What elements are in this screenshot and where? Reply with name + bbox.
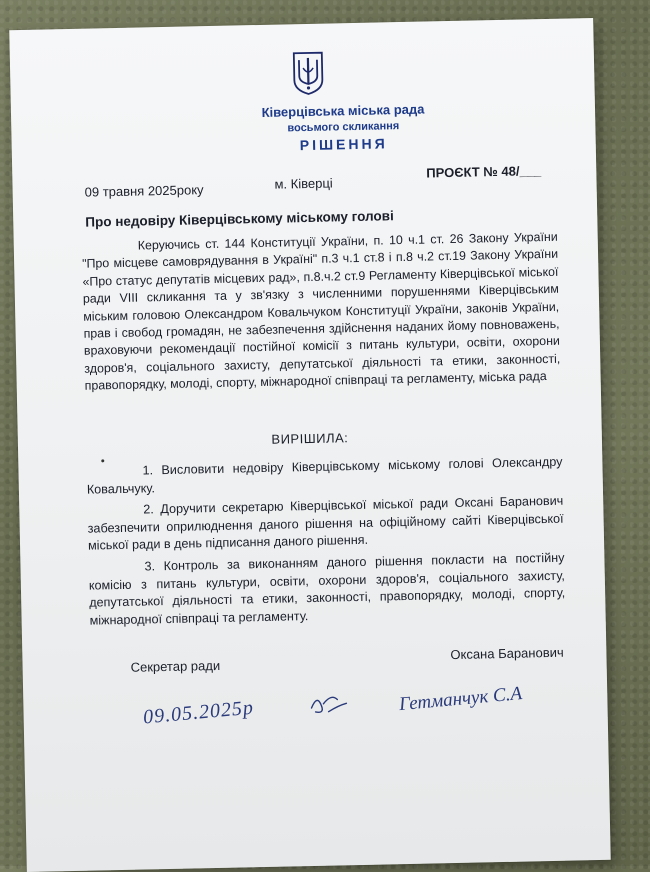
document-page — [9, 18, 611, 872]
document-city: м. Ківерці — [274, 175, 333, 192]
decision-subject: Про недовіру Ківерцівському міському голові — [85, 208, 394, 230]
signatory-role: Секретар ради — [130, 657, 221, 675]
decision-item: 1. Висловити недовіру Ківерцівському міському голові Олександру Ковальчуку. — [86, 454, 563, 497]
decision-item: 2. Доручити секретарю Ківерцівської міської ради Оксані Баранович забезпечити оприлюднення даного рішення на офіційному сайті Ківерцівської міської ради в день підписання даного рішення. — [87, 493, 564, 554]
handwritten-date: 09.05.2025р — [142, 696, 255, 729]
decision-item: 3. Контроль за виконанням даного рішення покласти на постійну комісію з питань культури, освіти, охорони здоров'я, соціального захисту, депутатської діяльності та етики, законності, правопорядку, молоді, спорту, міжнародної співпраці та регламенту. — [88, 550, 566, 628]
trident-emblem-icon — [291, 50, 326, 97]
preamble-text: Керуючись ст. 144 Конституції України, п. 10 ч.1 ст. 26 Закону України "Про місцеве самоврядування в Україні" п.3 ч.1 ст.8 і п.8 ч.2 ст.19 Закону України «Про статус депутатів місцевих рад», п.8.ч.2 ст.9 Регламенту Ківерцівської міської ради VIII скликання та у зв'язку з численними порушеннями Ківерцівським міським головою Олександром Ковальчуком Конституції України, законів України, прав і свобод громадян, не забезпечення здійснення наданих йому повноважень, враховуючи рекомендації постійної комісії з питань культури, освіти, охорони здоров'я, соціального захисту, депутатської діяльності та етики, законності, правопорядку, молоді, спорту, міжнародної співпраці та регламенту, міська рада — [82, 229, 561, 393]
project-number: ПРОЄКТ № 48/___ — [426, 163, 542, 181]
preamble-block — [82, 229, 561, 396]
handwritten-annotation — [23, 668, 608, 750]
decided-heading: ВИРІШИЛА: — [271, 430, 349, 447]
ink-speck — [101, 459, 104, 462]
document-type: РІШЕННЯ — [299, 135, 388, 154]
council-name: Ківерцівська міська рада — [261, 101, 425, 120]
handwritten-note: Гетманчук С.А — [398, 683, 523, 716]
decision-items — [86, 454, 565, 634]
document-date: 09 травня 2025року — [84, 182, 204, 200]
convocation: восьмого скликання — [287, 120, 400, 135]
signatory-name: Оксана Баранович — [450, 644, 564, 663]
